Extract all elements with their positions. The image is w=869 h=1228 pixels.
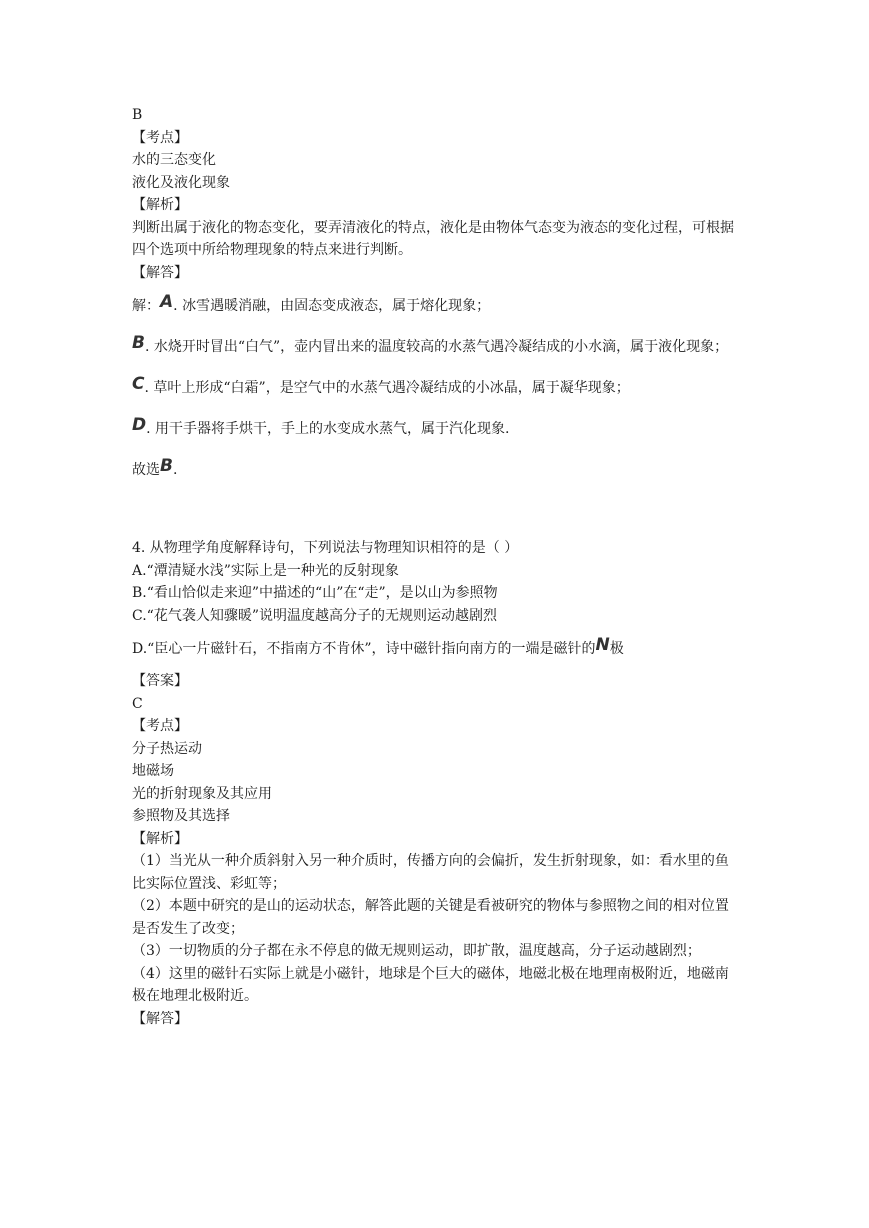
q4-kaodian-item: 分子热运动 [132, 740, 202, 757]
document-page [132, 104, 742, 1030]
option-text: . 用干手器将手烘干，手上的水变成水蒸气，属于汽化现象. [146, 421, 510, 437]
choice-d-text: D.“臣心一片磁针石，不指南方不肯休”，诗中磁针指向南方的一端是磁针的 [132, 641, 596, 657]
q4-jiexi-heading: 【解析】 [132, 830, 188, 847]
q4-choice-c: C.“花气袭人知骤暖”说明温度越高分子的无规则运动越剧烈 [132, 607, 497, 624]
option-letter: C [132, 374, 145, 394]
q4-choice-a: A.“潭清疑水浅”实际上是一种光的反射现象 [132, 562, 399, 579]
q4-kaodian-item: 光的折射现象及其应用 [132, 785, 272, 802]
q4-jiexi-item: （4）这里的磁针石实际上就是小磁针，地球是个巨大的磁体，地磁北极在地理南极附近，地磁南极在地理北极附近。 [132, 965, 729, 1004]
q3-option-c [132, 372, 742, 403]
conclusion-suffix: . [172, 462, 178, 478]
option-text: . 冰雪遇暖消融，由固态变成液态，属于熔化现象； [173, 298, 491, 314]
q4-jiexi-item: （2）本题中研究的是山的运动状态，解答此题的关键是看被研究的物体与参照物之间的相对位置是否发生了改变； [132, 898, 729, 937]
q3-jieda-heading: 【解答】 [132, 264, 188, 281]
q4-kaodian-item: 地磁场 [132, 763, 174, 779]
option-text: . 草叶上形成“白霜”，是空气中的水蒸气遇冷凝结成的小冰晶，属于凝华现象； [144, 380, 630, 396]
q4-answer-heading: 【答案】 [132, 673, 188, 689]
choice-d-symbol: N [595, 635, 610, 655]
q3-kaodian-item: 液化及液化现象 [132, 174, 230, 191]
option-letter: B [132, 333, 145, 353]
q4-jiexi-item: （3）一切物质的分子都在永不停息的做无规则运动，即扩散，温度越高，分子运动越剧烈； [132, 943, 701, 959]
q4-choice-d [132, 633, 742, 664]
q4-jiexi-item: （1）当光从一种介质斜射入另一种介质时，传播方向的会偏折，发生折射现象，如：看水里的鱼比实际位置浅、彩虹等； [132, 853, 729, 892]
option-letter: A [160, 292, 174, 312]
q3-option-b [132, 331, 738, 362]
conclusion-prefix: 故选 [132, 462, 160, 478]
q3-kaodian-heading: 【考点】 [132, 129, 188, 146]
q4-jieda-heading: 【解答】 [132, 1010, 188, 1027]
q4-kaodian-heading: 【考点】 [132, 718, 188, 734]
q4-stem: 4. 从物理学角度解释诗句，下列说法与物理知识相符的是（ ） [132, 540, 519, 556]
q4-kaodian-item: 参照物及其选择 [132, 808, 230, 824]
option-letter: D [132, 415, 147, 435]
q3-jiexi-text: 判断出属于液化的物态变化，要弄清液化的特点，液化是由物体气态变为液态的变化过程，可根据四个选项中所给物理现象的特点来进行判断。 [132, 219, 734, 258]
solution-intro: 解： [132, 298, 160, 314]
q3-conclusion [132, 454, 742, 485]
q3-kaodian-item: 水的三态变化 [132, 152, 216, 168]
q4-answer-value: C [132, 695, 143, 712]
option-text: . 水烧开时冒出“白气”，壶内冒出来的温度较高的水蒸气遇冷凝结成的小水滴，属于液化现象； [144, 339, 729, 355]
conclusion-letter: B [160, 456, 173, 476]
choice-d-suffix: 极 [609, 641, 624, 657]
q4-choice-b: B.“看山恰似走来迎”中描述的“山”在“走”，是以山为参照物 [132, 585, 498, 601]
q3-option-a [132, 290, 742, 321]
q3-option-d [132, 413, 742, 444]
q3-jiexi-heading: 【解析】 [132, 197, 188, 213]
q3-answer-value: B [132, 107, 143, 123]
